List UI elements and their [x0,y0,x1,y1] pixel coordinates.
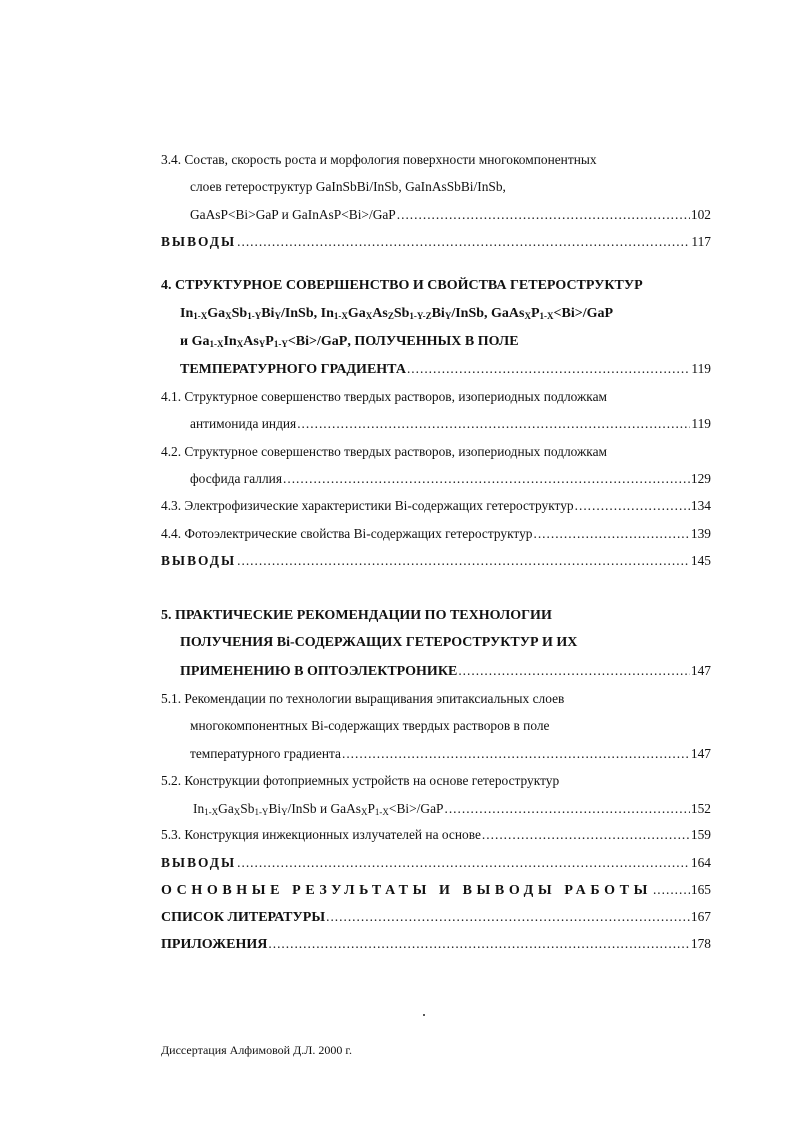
toc-entry-chapter-4[interactable] [180,359,711,380]
toc-entry-4-2-line1: 4.2. Структурное совершенство твердых растворов, изопериодных подложкам [161,444,607,459]
dot-leader [297,414,690,434]
page-number: 145 [690,553,711,568]
chapter-4-formula: $In_{1-X}Ga_XSb_{1-Y}Bi_Y$/InSb, $In_{1-X}Ga_XAs_ZSb_{1-Y-Z}Bi_Y$/InSb, $GaAs_XP_{1-X}<Bi>$/GaP [180,306,614,321]
chapter-4-formula-2: и $Ga_{1-X}In_XAs_YP_{1-Y}<Bi>$/GaP [180,334,348,349]
toc-entry-5-1-line1: 5.1. Рекомендации по технологии выращивания эпитаксиальных слоев [161,691,565,706]
dot-leader [533,524,689,544]
page-number: 119 [691,416,711,431]
chapter-4-heading-line3: и $Ga_{1-X}In_XAs_YP_{1-Y}<Bi>$/GaP , ПОЛУЧЕННЫХ В ПОЛЕ [180,332,519,352]
toc-entry-label: $In_{1-X}Ga_XSb_{1-Y}Bi_Y$/InSb и $GaAs_XP_{1-X}<Bi>$/GaP [193,801,444,817]
toc-entry-conclusions-3[interactable] [161,232,711,252]
toc-entry-label: ПРИЛОЖЕНИЯ [161,937,268,952]
toc-entry-5-3[interactable] [161,825,711,845]
dot-leader [326,907,690,927]
dot-leader [444,799,689,819]
chapter-5-heading-line1: 5. ПРАКТИЧЕСКИЕ РЕКОМЕНДАЦИИ ПО ТЕХНОЛОГИИ [161,608,552,623]
toc-entry-label: GaAsP<Bi>GaP и GaInAsP<Bi>/GaP [190,207,396,222]
chapter-4-heading-line2 [180,304,613,324]
toc-entry-conclusions-5[interactable] [161,853,711,873]
toc-entry-5-2-line1: 5.2. Конструкции фотоприемных устройств на основе гетероструктур [161,773,560,788]
toc-entry-label: 4.3. Электрофизические характеристики Bi-содержащих гетероструктур [161,498,574,513]
toc-entry-label: ВЫВОДЫ [161,553,237,568]
page-number: 167 [690,909,711,924]
dot-leader [342,744,690,764]
scan-speck [423,1014,425,1016]
toc-entry-4-1-line1: 4.1. Структурное совершенство твердых растворов, изопериодных подложкам [161,389,607,404]
toc-entry-3-4-line2: слоев гетероструктур GaInSbBi/InSb, GaInAsSbBi/InSb, [190,179,506,194]
toc-entry-5-1-line2: многокомпонентных Bi-содержащих твердых растворов в поле [190,718,550,733]
page-number: 147 [690,746,711,761]
chapter-5-heading-line2: ПОЛУЧЕНИЯ Bi-СОДЕРЖАЩИХ ГЕТЕРОСТРУКТУР И ИХ [180,635,578,650]
page-number: 164 [690,855,711,870]
toc-entry-label: ПРИМЕНЕНИЮ В ОПТОЭЛЕКТРОНИКЕ [180,664,458,679]
toc-entry-label: антимонида индия [190,416,297,431]
page-number: 159 [690,827,711,842]
toc-entry-3-4-line1: 3.4. Состав, скорость роста и морфология поверхности многокомпонентных [161,152,597,167]
dot-leader [407,359,690,379]
dot-leader [575,496,690,516]
toc-entry-4-3[interactable] [161,496,711,516]
toc-entry-appendices[interactable] [161,934,711,955]
toc-entry-label: температурного градиента [190,746,341,761]
toc-entry-3-4[interactable] [190,205,711,225]
page-number: 102 [690,207,711,222]
page-number: 119 [691,361,711,376]
dot-leader [268,934,690,954]
toc-entry-chapter-5[interactable] [180,661,711,682]
toc-entry-4-2[interactable] [190,469,711,489]
toc-entry-label: 5.3. Конструкция инжекционных излучателей на основе [161,827,481,842]
toc-entry-references[interactable] [161,907,711,928]
toc-entry-label: ТЕМПЕРАТУРНОГО ГРАДИЕНТА [180,362,406,377]
dot-leader [283,469,690,489]
dot-leader [397,205,690,225]
toc-entry-4-1[interactable] [190,414,711,434]
toc-entry-main-results[interactable] [161,880,711,901]
dot-leader [653,880,690,900]
toc-entry-conclusions-4[interactable] [161,551,711,571]
toc-entry-label: СПИСОК ЛИТЕРАТУРЫ [161,910,326,925]
toc-entry-label: фосфида галлия [190,471,283,486]
page-number: 129 [690,471,711,486]
dot-leader [237,853,690,873]
dot-leader [482,825,690,845]
toc-entry-5-2[interactable] [193,799,711,819]
toc-entry-4-4[interactable] [161,524,711,544]
toc-entry-label: ВЫВОДЫ [161,855,237,870]
page-number: 152 [690,801,711,816]
page-number: 178 [690,936,711,951]
page-number: 147 [690,663,711,678]
chapter-4-heading-line1: 4. СТРУКТУРНОЕ СОВЕРШЕНСТВО И СВОЙСТВА ГЕТЕРОСТРУКТУР [161,278,643,293]
dot-leader [237,551,690,571]
toc-entry-5-1[interactable] [190,744,711,764]
page-footer: Диссертация Алфимовой Д.Л. 2000 г. [161,1043,352,1057]
page-number: 139 [690,526,711,541]
toc-entry-label: ВЫВОДЫ [161,234,237,249]
page-number: 165 [690,882,711,897]
page-number: 117 [691,234,711,249]
page-number: 134 [690,498,711,513]
dot-leader [237,232,690,252]
toc-entry-label: 4.4. Фотоэлектрические свойства Bi-содержащих гетероструктур [161,526,533,541]
toc-entry-label: ОСНОВНЫЕ РЕЗУЛЬТАТЫ И ВЫВОДЫ РАБОТЫ [161,883,652,898]
dot-leader [458,661,690,681]
